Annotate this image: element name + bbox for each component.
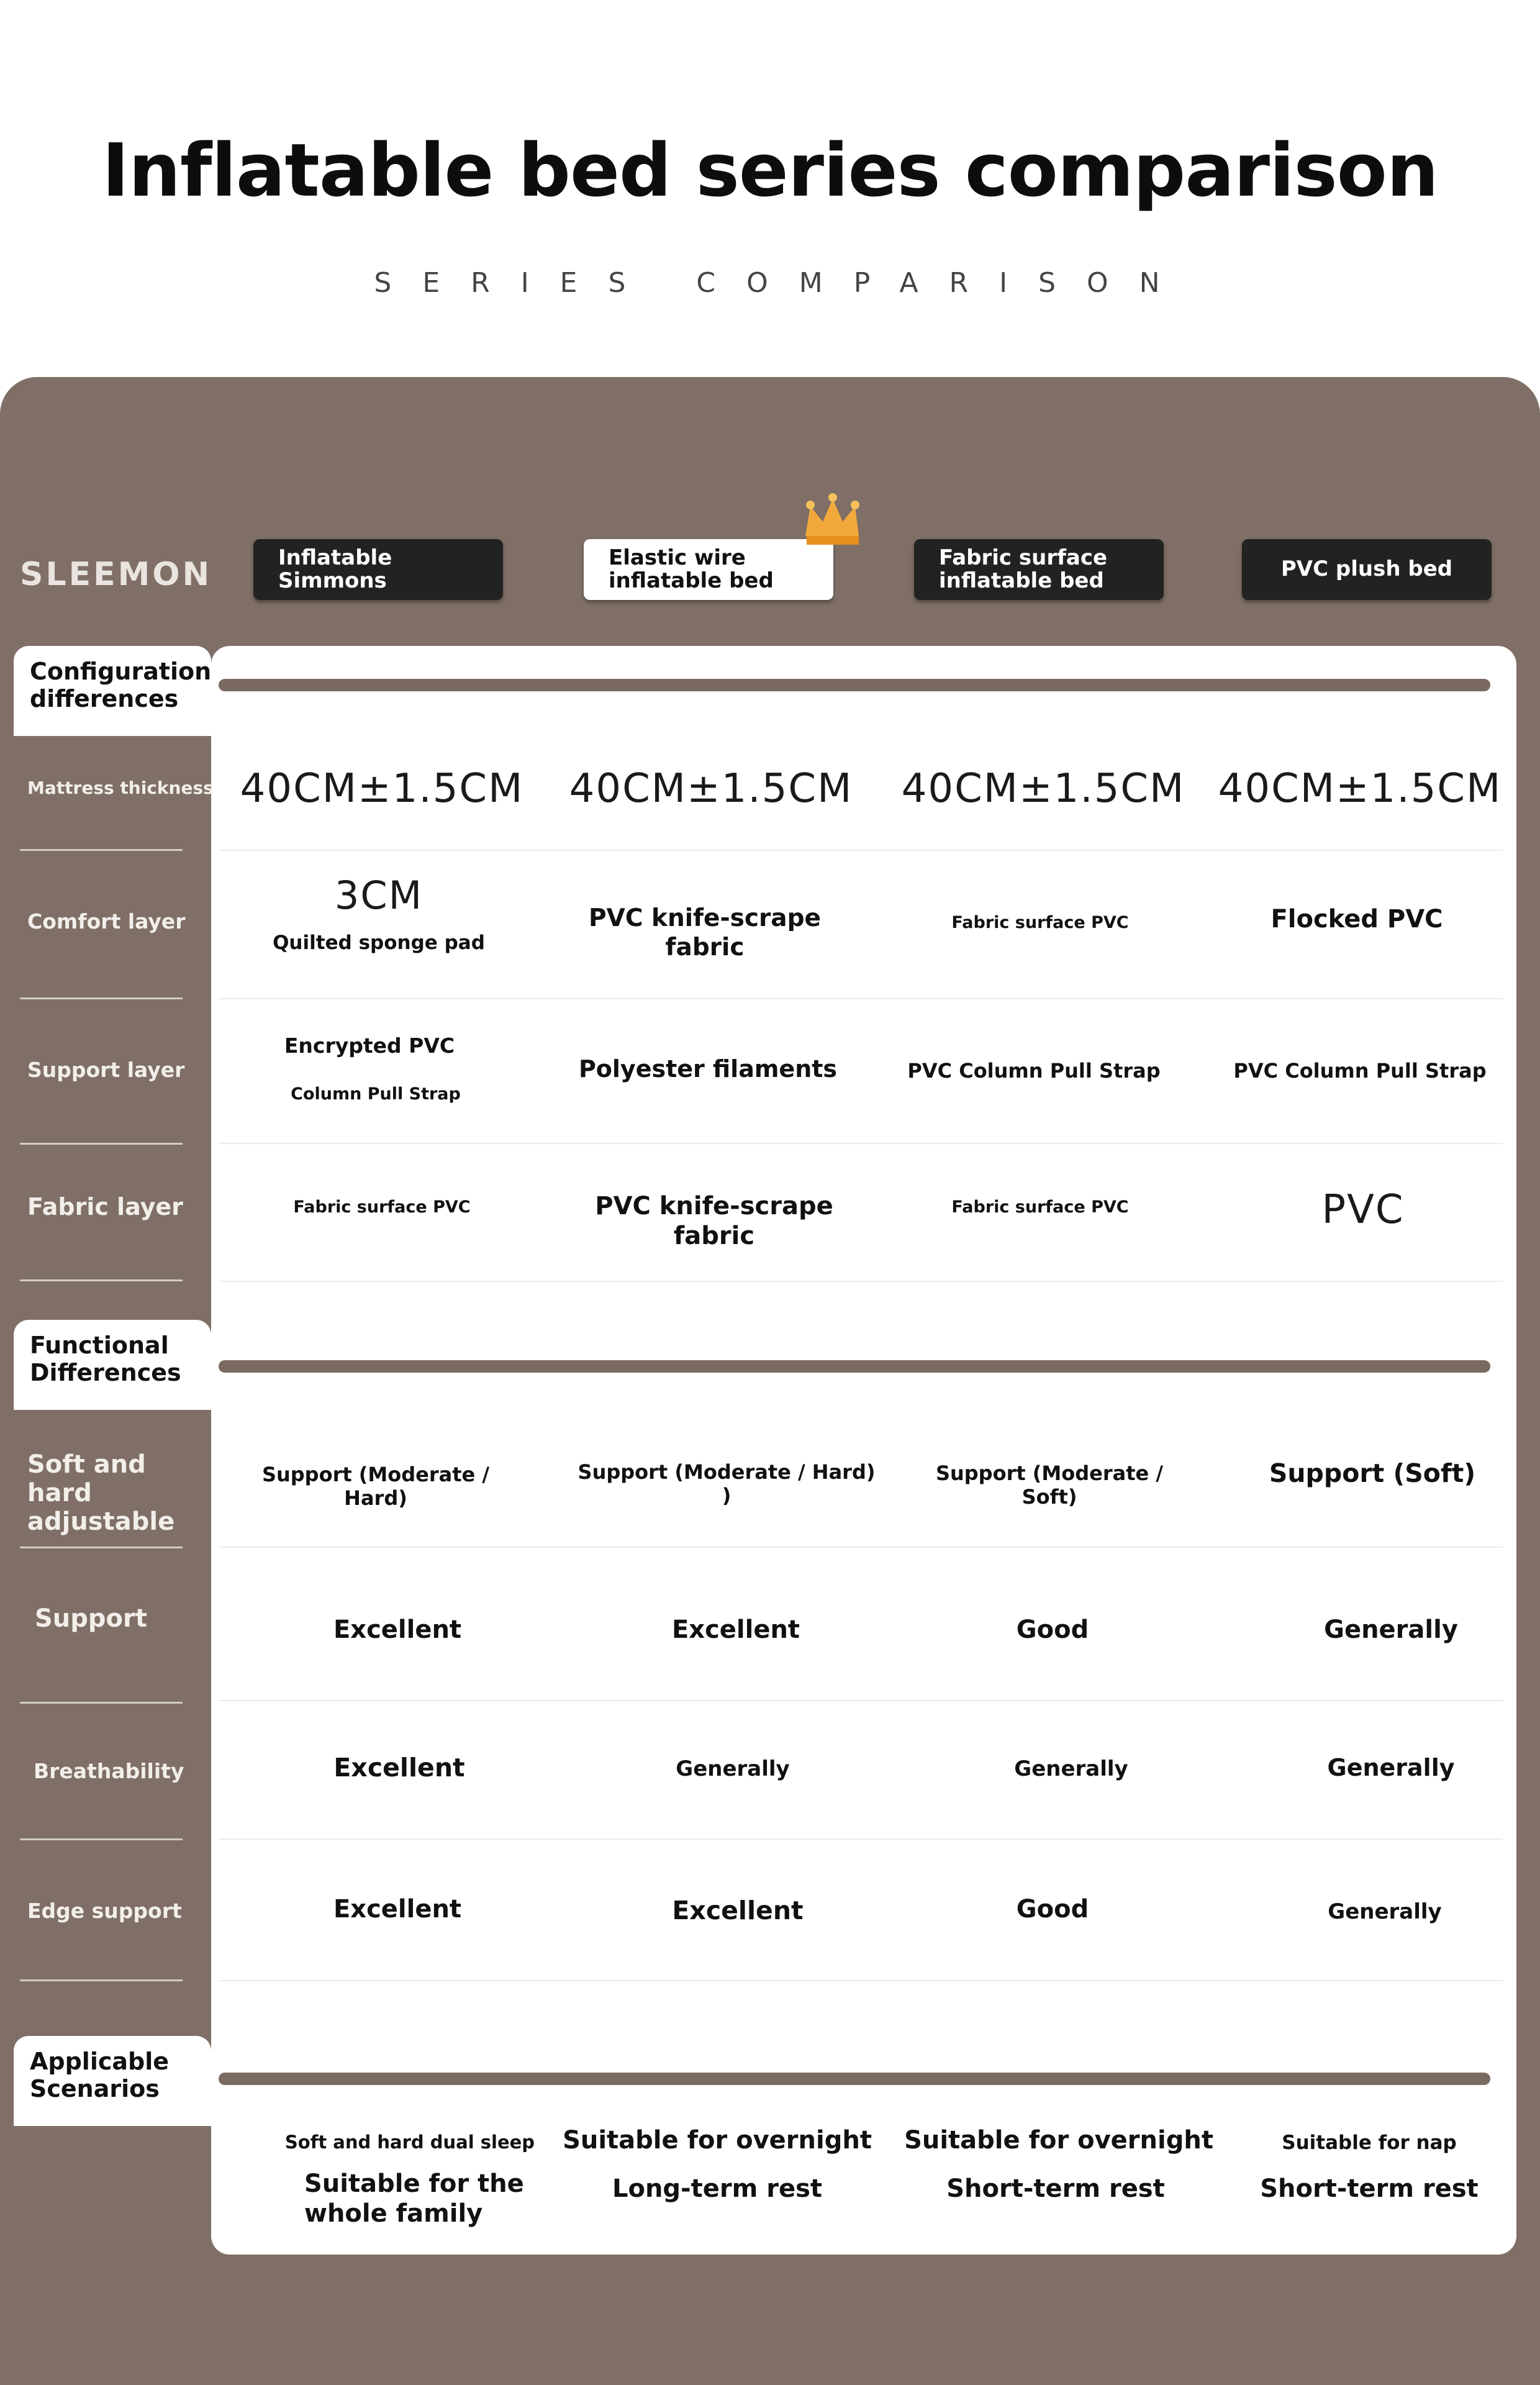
row-separator (20, 997, 183, 999)
row-label-edge-support: Edge support (27, 1899, 182, 1923)
cell-thickness-4: 40CM±1.5CM (1218, 766, 1502, 812)
row-label-support: Support (35, 1604, 147, 1633)
row-divider (219, 1980, 1503, 1981)
section-divider (219, 2073, 1490, 2085)
row-divider (219, 1838, 1503, 1840)
cell-support-layer-1-detail: Column Pull Strap (291, 1084, 461, 1104)
cell-scenario-1-line1: Soft and hard dual sleep (284, 2132, 535, 2153)
row-label-support-layer: Support layer (27, 1058, 185, 1082)
cell-breathability-2: Generally (676, 1756, 790, 1781)
cell-thickness-3: 40CM±1.5CM (901, 766, 1185, 812)
cell-scenario-2-line1: Suitable for overnight (563, 2126, 872, 2155)
section-scenarios-tab: Applicable Scenarios (14, 2036, 211, 2126)
cell-support-layer-3: PVC Column Pull Strap (907, 1059, 1161, 1083)
cell-edge-3: Good (1016, 1895, 1089, 1924)
section-divider (219, 1360, 1490, 1373)
row-separator (20, 1279, 183, 1281)
row-separator (20, 1143, 183, 1145)
cell-edge-1: Excellent (333, 1895, 462, 1924)
cell-comfort-1-detail: Quilted sponge pad (273, 932, 485, 954)
cell-comfort-4: Flocked PVC (1270, 905, 1443, 934)
cell-comfort-3: Fabric surface PVC (951, 913, 1129, 932)
column-header-elastic-wire: Elastic wire inflatable bed (584, 539, 833, 600)
row-label-breathability: Breathability (34, 1759, 184, 1783)
crown-icon (798, 488, 866, 556)
cell-scenario-2-line2: Long-term rest (612, 2174, 823, 2203)
section-functional-tab: Functional Differences (14, 1320, 211, 1410)
row-separator (20, 1547, 183, 1548)
cell-fabric-4: PVC (1321, 1187, 1405, 1233)
cell-scenario-4-line2: Short-term rest (1260, 2174, 1479, 2203)
row-divider (219, 1281, 1503, 1282)
cell-breathability-4: Generally (1327, 1754, 1455, 1781)
cell-breathability-1: Excellent (333, 1753, 465, 1783)
cell-comfort-1: 3CM (334, 873, 424, 918)
row-separator (20, 1979, 183, 1981)
row-separator (20, 1838, 183, 1840)
column-header-inflatable-simmons: Inflatable Simmons (253, 539, 503, 600)
column-header-fabric-surface: Fabric surface inflatable bed (914, 539, 1164, 600)
row-divider (219, 1700, 1503, 1701)
cell-edge-2: Excellent (672, 1896, 804, 1925)
cell-support-4: Generally (1324, 1615, 1458, 1644)
brand-logo: SLEEMON (20, 556, 212, 593)
section-config-tab: Configuration differences (14, 646, 211, 736)
cell-support-layer-4: PVC Column Pull Strap (1233, 1059, 1487, 1083)
page-title: Inflatable bed series comparison (102, 127, 1438, 213)
cell-scenario-4-line1: Suitable for nap (1282, 2132, 1457, 2154)
cell-support-3: Good (1016, 1615, 1089, 1644)
cell-support-1: Excellent (333, 1615, 462, 1644)
cell-support-2: Excellent (671, 1615, 800, 1644)
page-subtitle: SERIES COMPARISON (374, 267, 1191, 299)
cell-thickness-2: 40CM±1.5CM (569, 766, 853, 812)
row-label-soft-hard-adjustable: Soft and hard adjustable (27, 1450, 175, 1536)
cell-thickness-1: 40CM±1.5CM (240, 766, 524, 812)
cell-scenario-3-line1: Suitable for overnight (904, 2126, 1213, 2155)
cell-scenario-3-line2: Short-term rest (946, 2174, 1165, 2203)
functional-card (211, 1283, 1516, 2040)
cell-fabric-2: PVC knife-scrape fabric (595, 1192, 833, 1250)
row-divider (219, 998, 1503, 999)
cell-scenario-1-line2: Suitable for the whole family (304, 2169, 524, 2228)
row-label-mattress-thickness: Mattress thickness (27, 778, 214, 798)
row-label-fabric-layer: Fabric layer (27, 1193, 183, 1220)
cell-support-layer-2: Polyester filaments (578, 1055, 838, 1083)
cell-breathability-3: Generally (1014, 1756, 1128, 1781)
cell-adjustable-1: Support (Moderate / Hard) (261, 1463, 490, 1510)
row-divider (219, 1547, 1503, 1548)
section-divider (219, 679, 1490, 691)
row-separator (20, 849, 183, 851)
row-divider (219, 1143, 1503, 1144)
cell-adjustable-4: Support (Soft) (1269, 1458, 1476, 1488)
row-separator (20, 1702, 183, 1704)
cell-comfort-2: PVC knife-scrape fabric (589, 904, 821, 961)
cell-fabric-1: Fabric surface PVC (293, 1197, 471, 1217)
cell-adjustable-3: Support (Moderate / Soft) (935, 1461, 1164, 1509)
cell-support-layer-1: Encrypted PVC (284, 1034, 455, 1058)
cell-edge-4: Generally (1328, 1899, 1442, 1924)
row-divider (219, 850, 1503, 851)
cell-fabric-3: Fabric surface PVC (951, 1197, 1129, 1217)
row-label-comfort-layer: Comfort layer (27, 909, 186, 934)
column-header-pvc-plush: PVC plush bed (1242, 539, 1492, 600)
cell-adjustable-2: Support (Moderate / Hard) ) (578, 1460, 876, 1508)
